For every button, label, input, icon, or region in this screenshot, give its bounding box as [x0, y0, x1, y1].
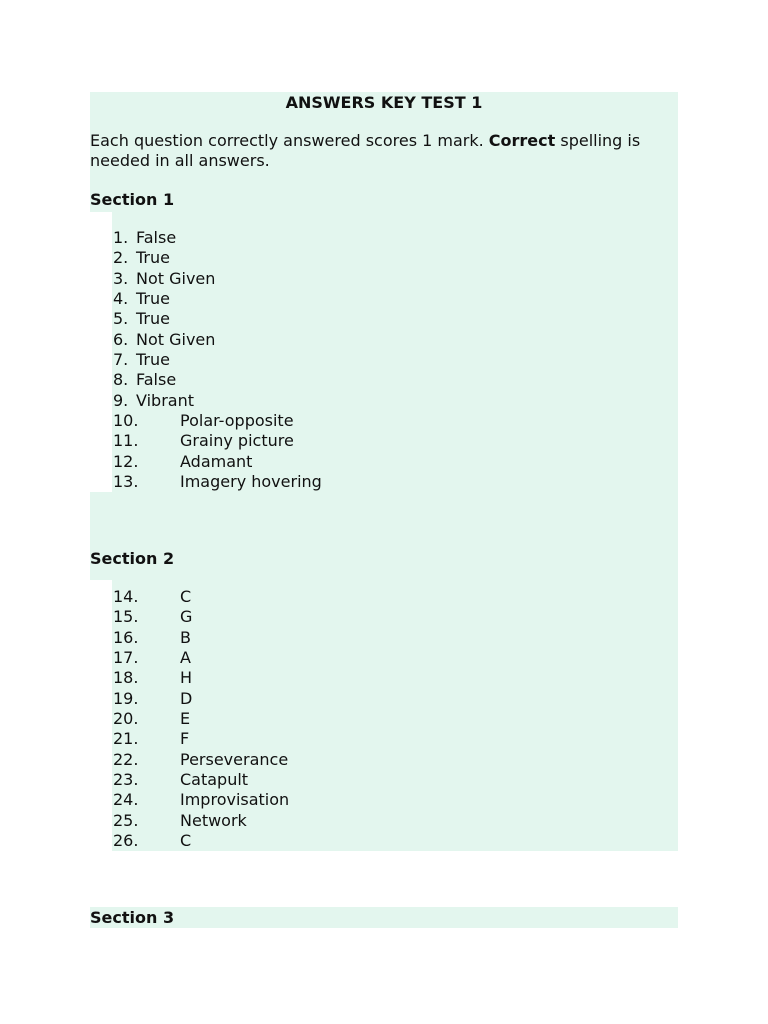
answer-number: 4.: [113, 289, 129, 309]
answer-text: Grainy picture: [180, 431, 294, 451]
answer-item: [113, 309, 322, 329]
highlight-band: [90, 492, 678, 580]
answer-text: G: [180, 607, 193, 627]
answer-text: Catapult: [180, 770, 249, 790]
answer-item: [113, 811, 289, 831]
answer-number: 26.: [113, 831, 139, 851]
answer-item: [113, 452, 322, 472]
answer-text: True: [136, 248, 170, 268]
page-title: ANSWERS KEY TEST 1: [285, 93, 483, 112]
highlight-band: [90, 907, 678, 928]
answer-text: Improvisation: [180, 790, 290, 810]
answer-number: 2.: [113, 248, 129, 268]
answer-number: 25.: [113, 810, 139, 830]
answer-item: [113, 790, 289, 810]
answer-number: 17.: [113, 648, 139, 668]
answer-text: C: [180, 831, 192, 851]
answer-item: [113, 370, 322, 390]
answer-item: [113, 431, 322, 451]
answer-item: [113, 289, 322, 309]
answer-item: [113, 228, 322, 248]
answer-number: 1.: [113, 228, 129, 247]
intro-emphasis: Correct: [488, 131, 556, 150]
section-2-answer-list: [113, 587, 289, 851]
answer-number: 20.: [113, 709, 139, 729]
answer-text: H: [180, 668, 193, 688]
answer-number: 14.: [113, 587, 139, 606]
answer-item: [113, 648, 289, 668]
answer-number: 16.: [113, 627, 139, 647]
answer-number: 21.: [113, 729, 139, 749]
answer-item: [113, 709, 289, 729]
answer-text: C: [180, 587, 192, 606]
answer-item: [113, 729, 289, 749]
answer-text: False: [136, 228, 177, 247]
answer-text: Imagery hovering: [180, 472, 322, 492]
answer-number: 15.: [113, 607, 139, 627]
answer-number: 5.: [113, 309, 129, 329]
answer-item: [113, 689, 289, 709]
answer-text: False: [136, 370, 177, 390]
intro-paragraph: [90, 131, 680, 172]
answer-text: E: [180, 709, 191, 729]
answer-text: B: [180, 627, 191, 647]
answer-text: F: [180, 729, 190, 749]
section-1-heading: Section 1: [90, 190, 175, 209]
answer-item: [113, 607, 289, 627]
answer-number: 6.: [113, 329, 129, 349]
answer-number: 10.: [113, 411, 139, 431]
answer-text: Polar-opposite: [180, 411, 294, 431]
answer-text: True: [136, 289, 170, 309]
answer-item: [113, 770, 289, 790]
intro-text-end: spelling is needed in all answers.: [90, 131, 641, 171]
answer-number: 22.: [113, 749, 139, 769]
answer-item: [113, 628, 289, 648]
answer-text: Perseverance: [180, 749, 289, 769]
answer-text: D: [180, 688, 193, 708]
answer-item: [113, 750, 289, 770]
answer-text: A: [180, 648, 191, 668]
section-2-heading: Section 2: [90, 549, 175, 568]
answer-number: 9.: [113, 390, 129, 410]
answer-number: 18.: [113, 668, 139, 688]
answer-number: 13.: [113, 472, 139, 492]
answer-item: [113, 269, 322, 289]
answer-item: [113, 411, 322, 431]
answer-item: [113, 330, 322, 350]
intro-text: Each question correctly answered scores 1 mark.: [90, 131, 489, 150]
answer-number: 12.: [113, 451, 139, 471]
answer-number: 3.: [113, 268, 129, 288]
answer-number: 23.: [113, 770, 139, 790]
answer-item: [113, 668, 289, 688]
answer-text: Not Given: [136, 329, 216, 349]
answer-item: [113, 587, 289, 607]
section-1-answer-list: [113, 228, 322, 492]
answer-item: [113, 472, 322, 492]
answer-number: 11.: [113, 431, 139, 451]
answer-number: 19.: [113, 688, 139, 708]
answer-text: Adamant: [180, 451, 253, 471]
answer-text: True: [136, 309, 170, 329]
answer-number: 8.: [113, 370, 129, 390]
answer-item: [113, 248, 322, 268]
answer-number: 24.: [113, 790, 139, 810]
answer-item: [113, 831, 289, 851]
answer-item: [113, 391, 322, 411]
answer-text: True: [136, 350, 170, 370]
section-3-heading: Section 3: [90, 908, 175, 927]
answer-text: Network: [180, 810, 247, 830]
answer-text: Not Given: [136, 268, 216, 288]
answer-item: [113, 350, 322, 370]
answer-number: 7.: [113, 350, 129, 370]
answer-text: Vibrant: [136, 390, 194, 410]
